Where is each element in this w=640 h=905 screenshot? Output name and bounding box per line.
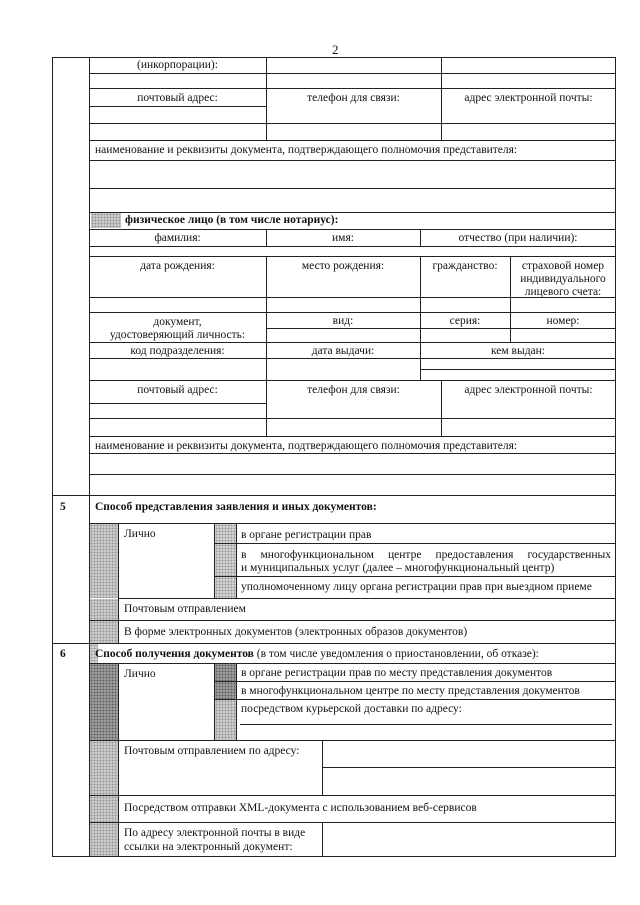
s6-in-person-checkbox[interactable] (90, 664, 118, 740)
s5-authorized-checkbox[interactable] (215, 577, 236, 598)
s6-email-checkbox[interactable] (90, 823, 118, 856)
s5-in-person-label: Лично (124, 528, 156, 540)
issued-by-label: кем выдан: (490, 345, 546, 357)
person-section-title: физическое лицо (в том числе нотариус): (125, 214, 339, 226)
s5-mail-label: Почтовым отправлением (124, 603, 246, 615)
s6-courier-label: посредством курьерской доставки по адресу: (241, 703, 462, 715)
org-phone-label: телефон для связи: (307, 92, 400, 104)
s5-in-person-checkbox[interactable] (90, 524, 118, 598)
division-code-label: код подразделения: (130, 345, 225, 357)
s6-registration-label: в органе регистрации прав по месту представления документов (241, 667, 553, 679)
s5-registration-label: в органе регистрации прав (241, 529, 372, 541)
surname-label: фамилия: (154, 232, 201, 244)
s6-mfc-label: в многофункциональном центре по месту представления документов (241, 685, 580, 697)
section6-title (95, 648, 539, 661)
doc-number-label: номер: (546, 315, 580, 327)
s6-email-label-l2: ссылки на электронный документ: (124, 841, 293, 853)
doc-series-label: серия: (449, 315, 481, 327)
name-label: имя: (332, 232, 354, 244)
snils-label-l1: страховой номер (521, 260, 605, 272)
person-postal-label: почтовый адрес: (137, 384, 218, 396)
s6-mail-checkbox[interactable] (90, 741, 118, 795)
person-checkbox[interactable] (91, 213, 121, 228)
s6-courier-checkbox[interactable] (215, 700, 236, 740)
person-email-label: адрес электронной почты: (464, 384, 593, 396)
org-postal-label: почтовый адрес: (137, 92, 218, 104)
s6-email-label-l1: По адресу электронной почты в виде (124, 827, 306, 839)
s5-mfc-checkbox[interactable] (215, 544, 236, 576)
id-doc-label-l2: удостоверяющий личность: (109, 329, 246, 341)
birth-date-label: дата рождения: (140, 260, 215, 272)
s5-authorized-label: уполномоченному лицу органа регистрации прав при выездном приеме (241, 581, 592, 593)
s6-registration-checkbox[interactable] (215, 664, 236, 681)
page-number: 2 (332, 42, 339, 57)
section6-number: 6 (60, 648, 66, 660)
s5-mfc-label-l1: в многофункциональном центре предоставления государственных (241, 549, 611, 561)
org-email-label: адрес электронной почты: (464, 92, 593, 104)
s6-in-person-label: Лично (124, 668, 156, 680)
snils-label-l2: индивидуального (520, 273, 606, 285)
person-phone-label: телефон для связи: (307, 384, 400, 396)
person-authority-doc-label: наименование и реквизиты документа, подтверждающего полномочия представителя: (95, 440, 518, 452)
snils-label-l3: лицевого счета: (524, 286, 602, 298)
section6-title-bold: Способ получения документов (95, 648, 254, 660)
patronymic-label: отчество (при наличии): (458, 232, 578, 244)
birth-place-label: место рождения: (301, 260, 385, 272)
section6-title-rest: (в том числе уведомления о приостановлении, об отказе): (253, 648, 539, 660)
citizenship-label: гражданство: (432, 260, 498, 272)
s5-electronic-checkbox[interactable] (90, 621, 118, 643)
section5-number: 5 (60, 501, 66, 513)
issue-date-label: дата выдачи: (311, 345, 375, 357)
s5-mfc-label-l2: и муниципальных услуг (далее – многофункциональный центр) (241, 562, 555, 574)
s5-electronic-label: В форме электронных документов (электронных образов документов) (124, 626, 468, 638)
s5-mail-checkbox[interactable] (90, 599, 118, 620)
org-authority-doc-label: наименование и реквизиты документа, подтверждающего полномочия представителя: (95, 144, 518, 156)
id-doc-label-l1: документ, (153, 316, 202, 328)
s5-registration-checkbox[interactable] (215, 524, 236, 543)
doc-type-label: вид: (332, 315, 354, 327)
s6-mfc-checkbox[interactable] (215, 682, 236, 699)
s6-xml-checkbox[interactable] (90, 796, 118, 822)
incorporation-label: (инкорпорации): (137, 59, 218, 71)
s6-xml-label: Посредством отправки XML-документа с использованием веб-сервисов (124, 802, 477, 814)
section5-title: Способ представления заявления и иных документов: (95, 501, 377, 513)
s6-mail-label: Почтовым отправлением по адресу: (124, 745, 300, 757)
